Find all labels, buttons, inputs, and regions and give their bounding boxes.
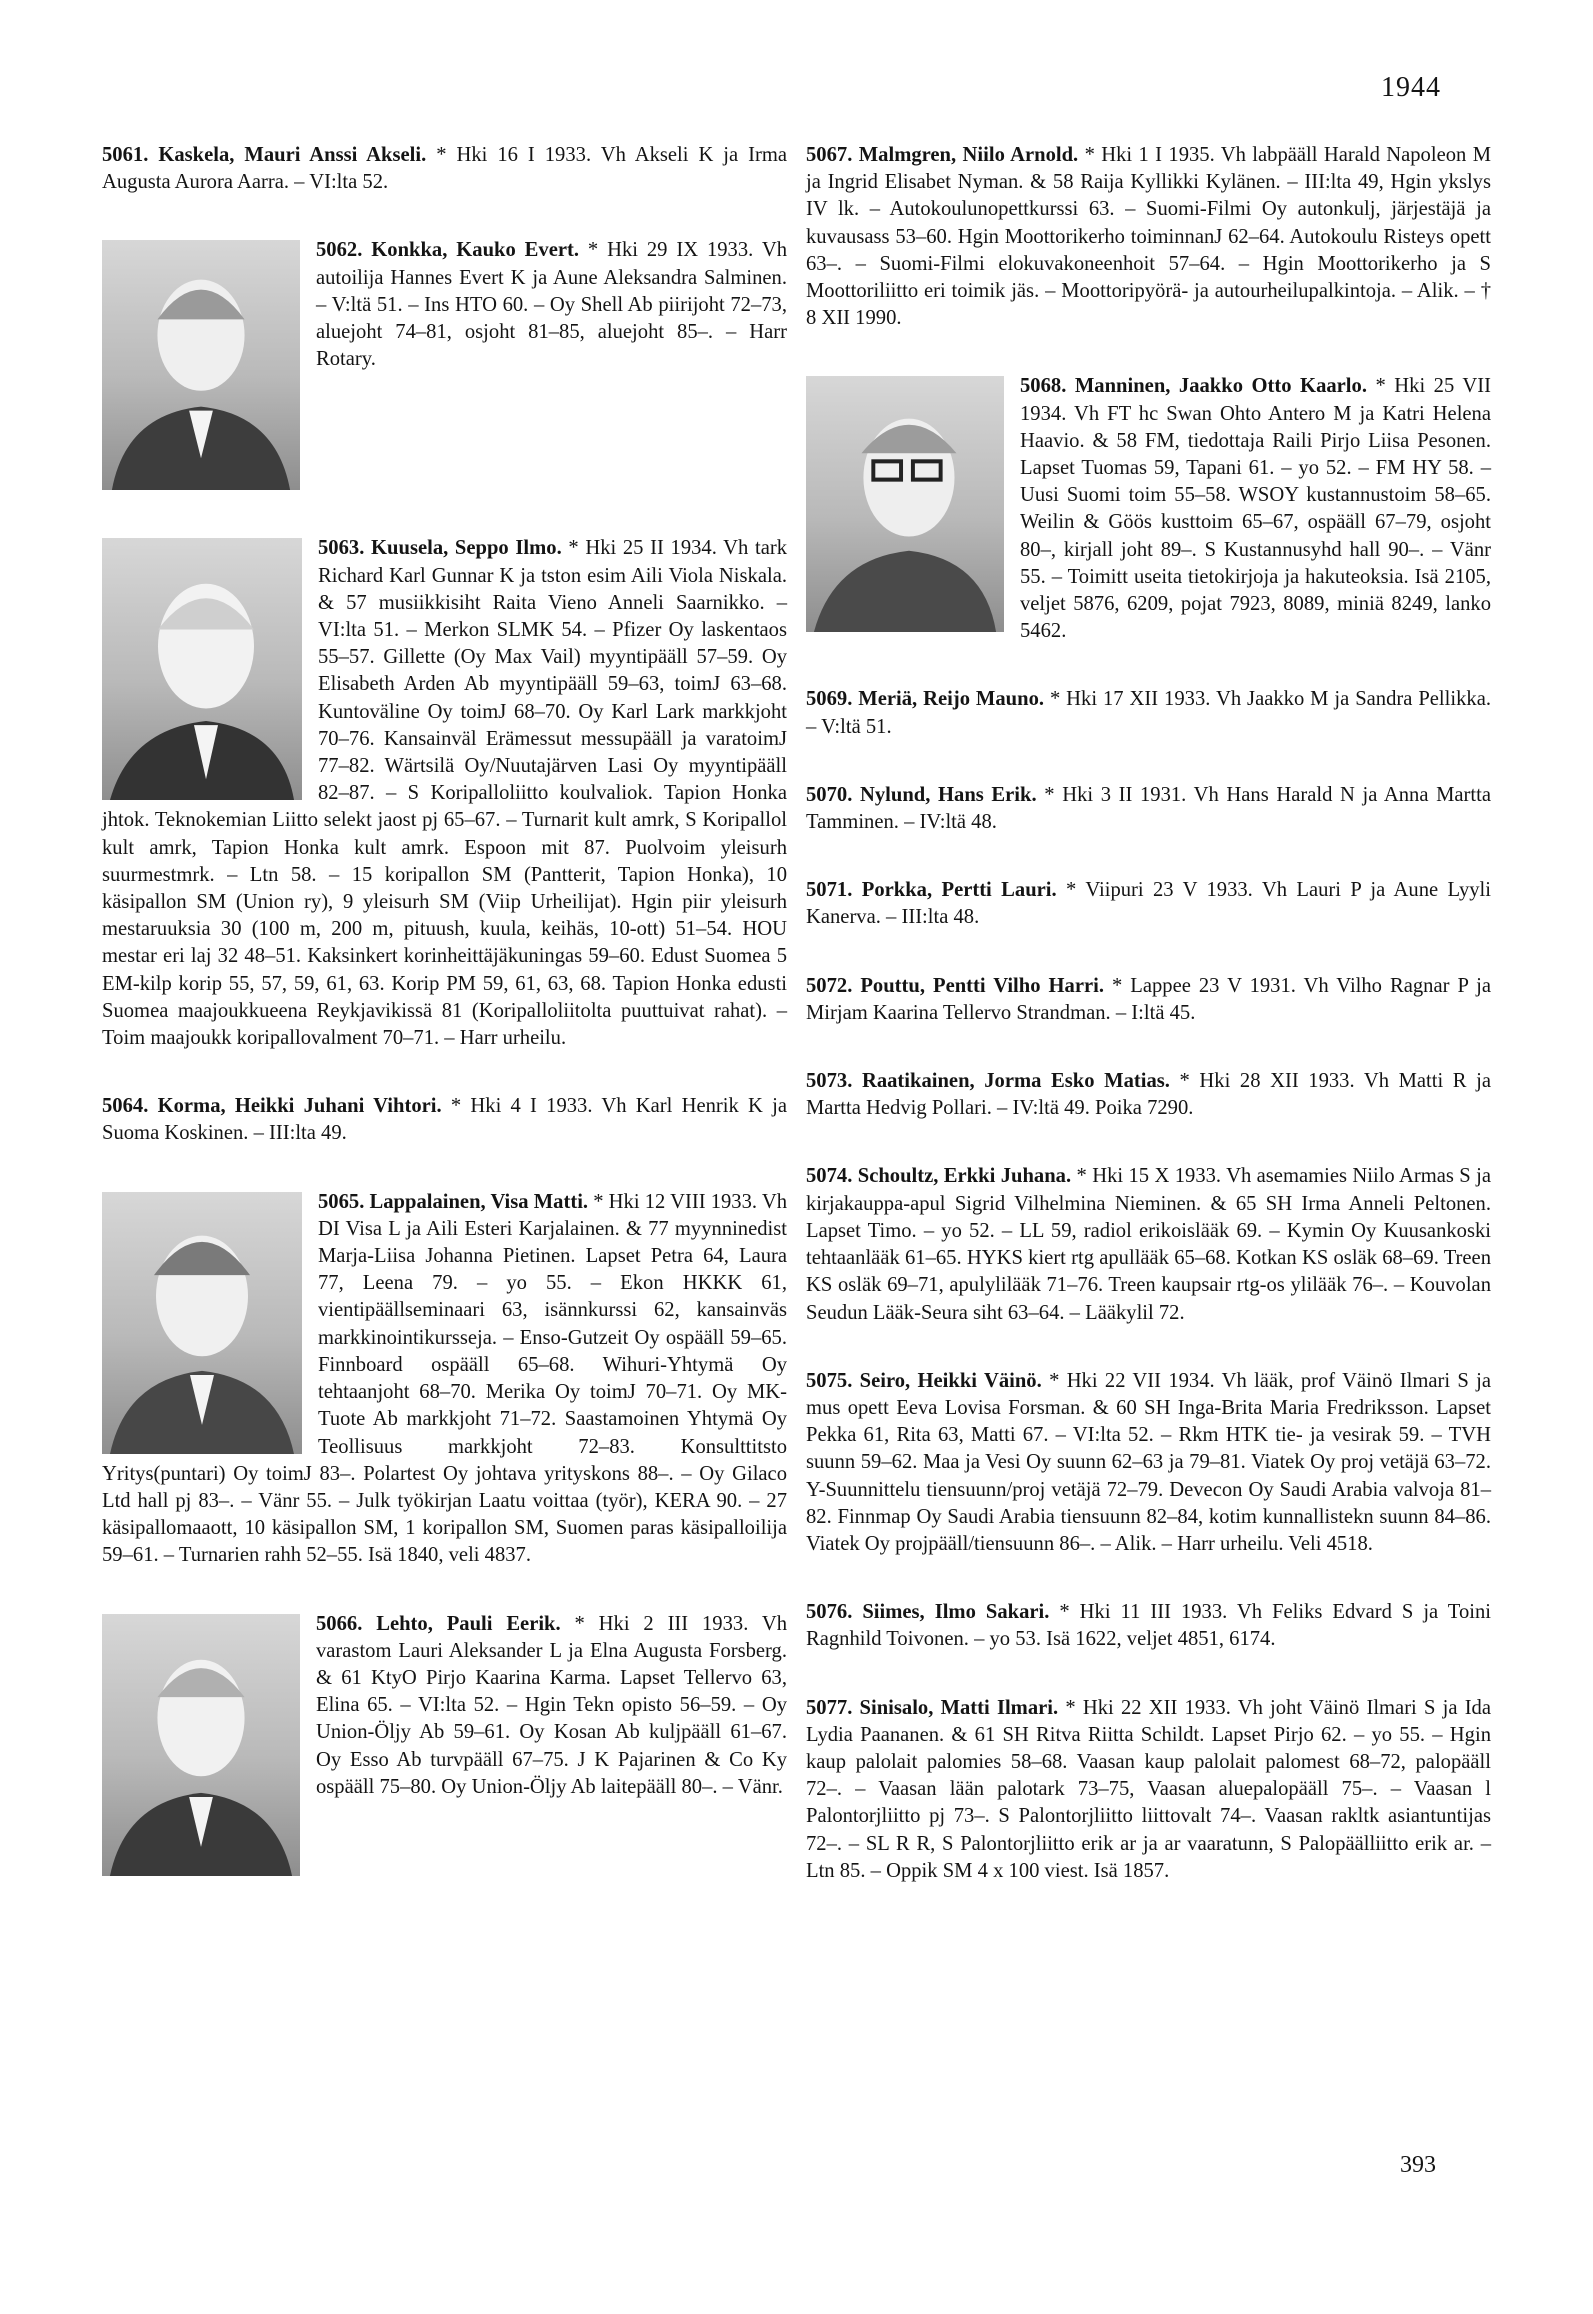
entry-name: Siimes, Ilmo Sakari.	[862, 1601, 1050, 1624]
entry-name: Lehto, Pauli Eerik.	[376, 1612, 561, 1635]
entry-name: Meriä, Reijo Mauno.	[858, 688, 1045, 711]
entry-number: 5073.	[806, 1070, 853, 1093]
entry-text: * Hki 22 VII 1934. Vh lääk, prof Väinö Ilmari S ja mus opett Eeva Lovisa Forsman. & 60 SH Inga-Brita Maria Fredriksson. Lapset Pekka 61, Rita 63, Matti 67. – VI:lta 52. – Rkm HTK tie- ja vesirak 59. – TVH suunn 59–62. Maa ja Vesi Oy suunn 62–63 ja 79–81. Viatek Oy proj vetäjä 63–72. Y-Suunnittelu tiensuunn/proj vetäjä 72–79. Devecon Oy Saudi Arabia valvoja 81–82. Finnmap Oy Saudi Arabia tiensuunn 82–84, kotim kunnallistekn suunn 84–86. Viatek Oy projpääll/tiensuunn 86–. – Alik. – Harr urheilu. Veli 4518.	[806, 1369, 1491, 1555]
entry-5075	[806, 1368, 1491, 1558]
entry-5070	[806, 782, 1491, 836]
portrait-photo	[102, 538, 302, 800]
entry-5061	[102, 142, 787, 196]
entry-name: Nylund, Hans Erik.	[859, 783, 1037, 806]
entry-number: 5069.	[806, 688, 853, 711]
entry-name: Kuusela, Seppo Ilmo.	[371, 537, 562, 560]
entry-5062	[102, 237, 787, 494]
entry-text: * Hki 2 III 1933. Vh varastom Lauri Aleksander L ja Elna Augusta Forsberg. & 61 KtyO Pirjo Kaarina Karma. Lapset Tellervo 63, Elina 65. – VI:lta 52. – Hgin Tekn opisto 56–59. – Oy Union-Öljy Ab 59–61. Oy Kosan Ab kuljpääll 61–67. Oy Esso Ab turvpääll 67–75. J K Pajarinen & Co Ky ospääll 75–80. Oy Union-Öljy Ab laitepääll 80–. – Vänr.	[316, 1612, 787, 1798]
entry-text: * Viipuri 23 V 1933. Vh Lauri P ja Aune Lyyli Kanerva. – III:lta 48.	[806, 879, 1491, 929]
entry-number: 5064.	[102, 1095, 149, 1118]
entry-text: * Hki 1 I 1935. Vh labpääll Harald Napoleon M ja Ingrid Elisabet Nyman. & 58 Raija Kyllikki Kylänen. – III:lta 49, Hgin ykslys IV lk. – Autokoulunopettkurssi 63. – Suomi-Filmi Oy autonkulj, järjestäjä ja kuvausass 53–60. Hgin Moottorikerho toiminnanJ 62–64. Autokoulu Risteys opett 63–. – Suomi-Filmi elokuvakoneenhoit 57–64. – Hgin Moottorikerho ja S Moottoriliitto eri toimik jäs. – Moottoripyörä- ja autourheilupalkintoja. – Alik. – † 8 XII 1990.	[806, 144, 1492, 330]
page-header-year: 1944	[1381, 72, 1441, 103]
entry-name: Kaskela, Mauri Anssi Akseli.	[158, 144, 427, 166]
entry-5068	[806, 373, 1491, 645]
left-column	[102, 142, 787, 1921]
entry-text: * Hki 25 VII 1934. Vh FT hc Swan Ohto Antero M ja Katri Helena Haavio. & 58 FM, tiedottaja Raili Pirjo Liisa Pesonen. Lapset Tuomas 59, Tapani 61. – yo 52. – FM HY 58. – Uusi Suomi toim 55–58. WSOY kustannustoim 58–65. Weilin & Göös kusttoim 65–67, ospääll 67–79, osjoht 80–, kirjall joht 89–. S Kustannusyhd hall 90–. – Vänr 55. – Toimitt useita tietokirjoja ja hakuteoksia. Isä 2105, veljet 5876, 6209, pojat 7923, 8089, miniä 8249, lanko 5462.	[1020, 375, 1491, 643]
entry-name: Lappalainen, Visa Matti.	[369, 1190, 589, 1213]
entry-name: Sinisalo, Matti Ilmari.	[859, 1696, 1059, 1719]
entry-number: 5061.	[102, 144, 149, 166]
entry-number: 5065.	[318, 1190, 365, 1213]
entry-5064	[102, 1093, 787, 1147]
entry-5069	[806, 686, 1491, 740]
entry-number: 5072.	[806, 974, 853, 997]
portrait-photo	[102, 240, 300, 490]
entry-name: Raatikainen, Jorma Esko Matias.	[861, 1070, 1170, 1093]
entry-number: 5076.	[806, 1601, 853, 1624]
portrait-photo	[102, 1192, 302, 1454]
entry-number: 5062.	[316, 239, 363, 262]
entry-name: Korma, Heikki Juhani Vihtori.	[157, 1095, 442, 1118]
entry-5063	[102, 535, 787, 1052]
entry-name: Malmgren, Niilo Arnold.	[858, 144, 1079, 166]
entry-number: 5074.	[806, 1165, 853, 1188]
entry-number: 5071.	[806, 879, 853, 902]
portrait-photo	[102, 1614, 300, 1876]
entry-text: * Hki 28 XII 1933. Vh Matti R ja Martta Hedvig Pollari. – IV:ltä 49. Poika 7290.	[806, 1070, 1491, 1120]
entry-name: Schoultz, Erkki Juhana.	[857, 1165, 1072, 1188]
entry-number: 5077.	[806, 1696, 853, 1719]
entry-text: * Hki 15 X 1933. Vh asemamies Niilo Armas S ja kirjakauppa-apul Sigrid Vilhelmina Nieminen. & 65 SH Irma Anneli Peltonen. Lapset Timo. – yo 52. – LL 59, radiol erikoislääk 69. – Kymin Oy Kuusankoski tehtaanlääk 61–65. HYKS kiert rtg apullääk 65–68. Kotkan KS osläk 68–69. Treen KS osläk 69–71, apulylilääk 71–76. Treen kaupsair rtg-os ylilääk 76–. – Kouvolan Seudun Lääk-Seura siht 63–64. – Lääkylil 72.	[806, 1165, 1491, 1324]
entry-text: * Hki 22 XII 1933. Vh joht Väinö Ilmari S ja Ida Lydia Paananen. & 61 SH Ritva Riitta Schildt. Lapset Pirjo 62. – yo 55. – Hgin kaup palolait palomies 58–68. Vaasan kaup palolait palomest 68–72, palopääll 72–. – Vaasan lään palotark 73–75, Vaasan aluepalopääll 75–. – Vaasan l Palontorjliitto pj 73–. S Palontorjliitto liittovalt 74–. Vaasan rakltk asiantuntijas 72–. – SL R R, S Palontorjliitto erik ar ja ar vaaratunn, S Palopäälliitto erik ar. – Ltn 85. – Oppik SM 4 x 100 viest. Isä 1857.	[806, 1696, 1491, 1882]
entry-number: 5068.	[1020, 375, 1067, 398]
entry-text: * Hki 17 XII 1933. Vh Jaakko M ja Sandra Pellikka. – V:ltä 51.	[806, 688, 1491, 738]
page-number: 393	[1400, 2152, 1436, 2178]
entry-name: Konkka, Kauko Evert.	[371, 239, 579, 262]
entry-5072	[806, 973, 1491, 1027]
entry-5076	[806, 1599, 1491, 1653]
entry-text: * Hki 3 II 1931. Vh Hans Harald N ja Anna Martta Tamminen. – IV:ltä 48.	[806, 783, 1491, 834]
entry-text: * Hki 16 I 1933. Vh Akseli K ja Irma Augusta Aurora Aarra. – VI:lta 52.	[102, 144, 787, 194]
entry-number: 5070.	[806, 783, 853, 806]
entry-5066	[102, 1611, 787, 1880]
entry-text: * Lappee 23 V 1931. Vh Vilho Ragnar P ja Mirjam Kaarina Tellervo Strandman. – I:ltä 45.	[806, 974, 1491, 1024]
right-column	[806, 142, 1491, 1926]
entry-name: Manninen, Jaakko Otto Kaarlo.	[1074, 375, 1367, 398]
entry-number: 5066.	[316, 1612, 363, 1635]
entry-5071	[806, 877, 1491, 931]
entry-5073	[806, 1068, 1491, 1122]
portrait-photo	[806, 376, 1004, 632]
entry-name: Pouttu, Pentti Vilho Harri.	[860, 974, 1104, 997]
entry-name: Seiro, Heikki Väinö.	[859, 1369, 1042, 1392]
entry-text: * Hki 11 III 1933. Vh Feliks Edvard S ja Toini Ragnhild Toivonen. – yo 53. Isä 1622, veljet 4851, 6174.	[806, 1601, 1491, 1651]
entry-5067	[806, 142, 1491, 332]
entry-5074	[806, 1163, 1491, 1326]
entry-number: 5067.	[806, 144, 853, 166]
entry-name: Porkka, Pertti Lauri.	[861, 879, 1057, 902]
entry-number: 5075.	[806, 1369, 853, 1392]
entry-text: * Hki 25 II 1934. Vh tark Richard Karl Gunnar K ja tston esim Aili Viola Niskala. & 57 musiikkisiht Raita Vieno Anneli Saarnikko. – VI:lta 51. – Merkon SLMK 54. – Pfizer Oy laskentaos 55–57. Gillette (Oy Max Vail) myyntipääll 57–59. Oy Elisabeth Arden Ab myyntipääll 59–63, toimJ 63–68. Kuntoväline Oy toimJ 68–70. Oy Karl Lark markkjoht 70–76. Kansainväl Erämessut messupääll ja varatoimJ 77–82. Wärtsilä Oy/Nuutajärven Lasi Oy myyntipääll 82–87. – S Koripalloliitto koulvaliok. Tapion Honka jhtok. Teknokemian Liitto selekt jaost pj 65–67. – Turnarit kult amrk, S Koripallol kult amrk, Tapion Honka kult amrk. Espoon mit 87. Puolvoim yleisurh suurmestmrk. – Ltn 58. – 15 koripallon SM (Pantterit, Tapion Honka), 10 käsipallon SM (Union ry), 9 yleisurh SM (Viip Urheilijat). Hgin piir yleisurh mestaruuksia 30 (100 m, 200 m, pituush, kuula, keihäs, 10-ott) 51–54. HOU mestar eri laj 32 48–51. Kaksinkert korinheittäjäkuningas 59–60. Edust Suomea 5 EM-kilp korip 55, 57, 59, 61, 63. Korip PM 59, 61, 63, 68. Tapion Honka edusti Suomea maajoukkueena Reykjavikissä 81 (Koripalloliitolta puuttuivat rahat). – Toim maajoukk koripallovalment 70–71. – Harr urheilu.	[102, 537, 787, 1050]
entry-text: * Hki 4 I 1933. Vh Karl Henrik K ja Suoma Koskinen. – III:lta 49.	[102, 1095, 787, 1145]
entry-text: * Hki 12 VIII 1933. Vh DI Visa L ja Aili Esteri Karjalainen. & 77 myynninedist Marja-Liisa Johanna Pietinen. Lapset Petra 64, Laura 77, Leena 79. – yo 55. – Ekon HKKK 61, vientipäällseminaari 63, isännkurssi 62, kansainväs markkinointikursseja. – Enso-Gutzeit Oy ospääll 59–65. Finnboard ospääll 65–68. Wihuri-Yhtymä Oy tehtaanjoht 68–70. Merika Oy toimJ 70–71. Oy MK-Tuote Ab markkjoht 71–72. Saastamoinen Yhtymä Oy Teollisuus markkjoht 72–83. Konsulttitsto Yritys(puntari) Oy toimJ 83–. Polartest Oy johtava yrityskons 88–. – Oy Gilaco Ltd hall pj 83–. – Vänr 55. – Julk työkirjan Laatu voittaa (työr), KERA 90. – 27 käsipallomaaott, 10 käsipallon SM, 1 koripallon SM, Suomen paras käsipalloilija 59–61. – Turnarien rahh 52–55. Isä 1840, veli 4837.	[102, 1190, 787, 1567]
entry-text: * Hki 29 IX 1933. Vh autoilija Hannes Evert K ja Aune Aleksandra Salminen. – V:ltä 51. – Ins HTO 60. – Oy Shell Ab piirijoht 72–73, aluejoht 74–81, osjoht 81–85, aluejoht 85–. – Harr Rotary.	[316, 239, 787, 371]
entry-5065	[102, 1189, 787, 1570]
entry-number: 5063.	[318, 537, 365, 560]
entry-5077	[806, 1695, 1491, 1885]
